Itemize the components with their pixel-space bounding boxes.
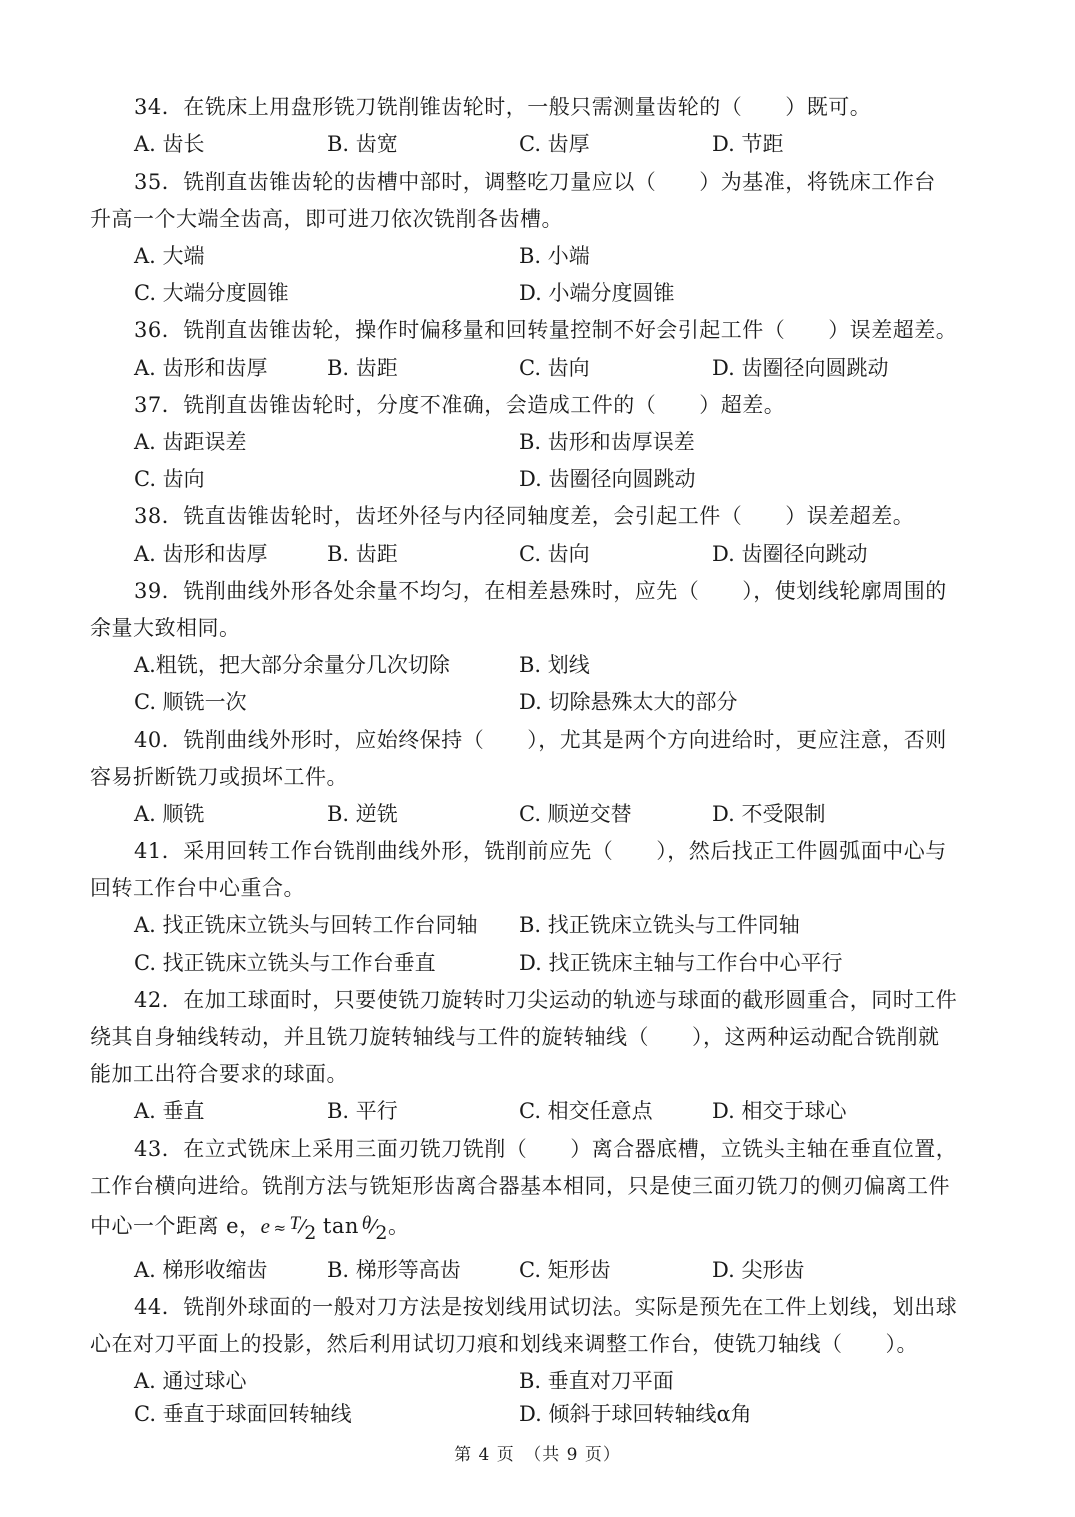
formula-tan: tan xyxy=(322,1214,359,1238)
q34-option-a: A. 齿长 xyxy=(134,132,205,156)
q40-option-b: B. 逆铣 xyxy=(327,802,398,826)
question-38-stem: 38．铣直齿锥齿轮时，齿坯外径与内径同轴度差，会引起工件（ ）误差超差。 xyxy=(134,504,915,528)
q44-option-b: B. 垂直对刀平面 xyxy=(519,1369,674,1393)
question-44-stem: 44．铣削外球面的一般对刀方法是按划线用试切法。实际是预先在工件上划线，划出球 xyxy=(134,1295,958,1319)
question-40-stem: 40．铣削曲线外形时，应始终保持（ ），尤其是两个方向进给时，更应注意，否则 xyxy=(134,728,947,752)
q41-option-d: D. 找正铣床主轴与工作台中心平行 xyxy=(519,951,843,975)
q39-option-a: A.粗铣，把大部分余量分几次切除 xyxy=(134,653,450,677)
question-35-stem: 35．铣削直齿锥齿轮的齿槽中部时，调整吃刀量应以（ ）为基准，将铣床工作台 xyxy=(134,170,936,194)
q34-option-b: B. 齿宽 xyxy=(327,132,398,156)
q39-option-b: B. 划线 xyxy=(519,653,590,677)
q38-option-d: D. 齿圈径向跳动 xyxy=(712,542,868,566)
q42-option-c: C. 相交任意点 xyxy=(519,1099,653,1123)
q38-option-c: C. 齿向 xyxy=(519,542,590,566)
q36-option-a: A. 齿形和齿厚 xyxy=(134,356,268,380)
q41-option-b: B. 找正铣床立铣头与工件同轴 xyxy=(519,913,800,937)
question-41-stem: 41．采用回转工作台铣削曲线外形，铣削前应先（ ），然后找正工件圆弧面中心与 xyxy=(134,839,947,863)
q36-option-d: D. 齿圈径向圆跳动 xyxy=(712,356,889,380)
q38-option-b: B. 齿距 xyxy=(327,542,398,566)
q35-option-d: D. 小端分度圆锥 xyxy=(519,281,675,305)
question-42-stem: 42．在加工球面时，只要使铣刀旋转时刀尖运动的轨迹与球面的截形圆重合，同时工件 xyxy=(134,988,958,1012)
q39-option-d: D. 切除悬殊太大的部分 xyxy=(519,690,738,714)
question-41-stem-cont: 回转工作台中心重合。 xyxy=(90,876,305,900)
q44-option-c: C. 垂直于球面回转轴线 xyxy=(134,1402,352,1426)
q42-option-d: D. 相交于球心 xyxy=(712,1099,847,1123)
question-37-stem: 37．铣削直齿锥齿轮时，分度不准确，会造成工件的（ ）超差。 xyxy=(134,393,786,417)
q35-option-c: C. 大端分度圆锥 xyxy=(134,281,289,305)
question-39-stem: 39．铣削曲线外形各处余量不均匀，在相差悬殊时，应先（ ），使划线轮廓周围的 xyxy=(134,579,947,603)
q37-option-a: A. 齿距误差 xyxy=(134,430,247,454)
q43-option-b: B. 梯形等高齿 xyxy=(327,1258,461,1282)
q40-option-a: A. 顺铣 xyxy=(134,802,205,826)
formula-t: T xyxy=(289,1213,301,1234)
page-footer: 第 4 页 （共 9 页） xyxy=(454,1445,621,1465)
question-35-stem-cont: 升高一个大端全齿高，即可进刀依次铣削各齿槽。 xyxy=(90,207,563,231)
q41-option-a: A. 找正铣床立铣头与回转工作台同轴 xyxy=(134,913,478,937)
formula-two-2: 2 xyxy=(375,1222,388,1244)
question-43-stem-cont-1: 工作台横向进给。铣削方法与铣矩形齿离合器基本相同，只是使三面刃铣刀的侧刃偏离工件 xyxy=(90,1174,950,1198)
q40-option-d: D. 不受限制 xyxy=(712,802,826,826)
q37-option-b: B. 齿形和齿厚误差 xyxy=(519,430,695,454)
q43-option-d: D. 尖形齿 xyxy=(712,1258,805,1282)
question-39-stem-cont: 余量大致相同。 xyxy=(90,616,241,640)
q35-option-b: B. 小端 xyxy=(519,244,590,268)
question-42-stem-cont-2: 能加工出符合要求的球面。 xyxy=(90,1062,348,1086)
q39-option-c: C. 顺铣一次 xyxy=(134,690,247,714)
formula-slash: ⁄ xyxy=(300,1216,305,1238)
q42-option-b: B. 平行 xyxy=(327,1099,398,1123)
q37-option-d: D. 齿圈径向圆跳动 xyxy=(519,467,696,491)
q40-option-c: C. 顺逆交替 xyxy=(519,802,632,826)
q38-option-a: A. 齿形和齿厚 xyxy=(134,542,268,566)
question-36-stem: 36．铣削直齿锥齿轮，操作时偏移量和回转量控制不好会引起工件（ ）误差超差。 xyxy=(134,318,958,342)
question-42-stem-cont-1: 绕其自身轴线转动，并且铣刀旋转轴线与工件的旋转轴线（ ），这两种运动配合铣削就 xyxy=(90,1025,940,1049)
formula-theta: θ xyxy=(361,1213,372,1234)
q35-option-a: A. 大端 xyxy=(134,244,205,268)
question-43-stem: 43．在立式铣床上采用三面刃铣刀铣削（ ）离合器底槽，立铣头主轴在垂直位置， xyxy=(134,1137,958,1161)
question-43-stem-formula-line xyxy=(90,1211,409,1246)
formula-approx-sign: ≈ xyxy=(273,1218,287,1237)
q43-option-c: C. 矩形齿 xyxy=(519,1258,611,1282)
q44-option-d: D. 倾斜于球回转轴线α角 xyxy=(519,1402,752,1426)
formula-prefix: 中心一个距离 e， xyxy=(90,1214,261,1238)
q44-option-a: A. 通过球心 xyxy=(134,1369,247,1393)
formula-e: e xyxy=(260,1214,271,1238)
q36-option-c: C. 齿向 xyxy=(519,356,590,380)
q36-option-b: B. 齿距 xyxy=(327,356,398,380)
q43-option-a: A. 梯形收缩齿 xyxy=(134,1258,268,1282)
question-44-stem-cont: 心在对刀平面上的投影，然后利用试切刀痕和划线来调整工作台，使铣刀轴线（ ）。 xyxy=(90,1332,918,1356)
q37-option-c: C. 齿向 xyxy=(134,467,205,491)
question-40-stem-cont: 容易折断铣刀或损坏工件。 xyxy=(90,765,348,789)
formula-end: 。 xyxy=(387,1214,410,1238)
question-34-stem: 34．在铣床上用盘形铣刀铣削锥齿轮时，一般只需测量齿轮的（ ）既可。 xyxy=(134,95,872,119)
q34-option-c: C. 齿厚 xyxy=(519,132,590,156)
q34-option-d: D. 节距 xyxy=(712,132,784,156)
q41-option-c: C. 找正铣床立铣头与工作台垂直 xyxy=(134,951,436,975)
formula-two-1: 2 xyxy=(304,1222,317,1244)
formula-slash-2: ⁄ xyxy=(371,1216,376,1238)
q42-option-a: A. 垂直 xyxy=(134,1099,205,1123)
